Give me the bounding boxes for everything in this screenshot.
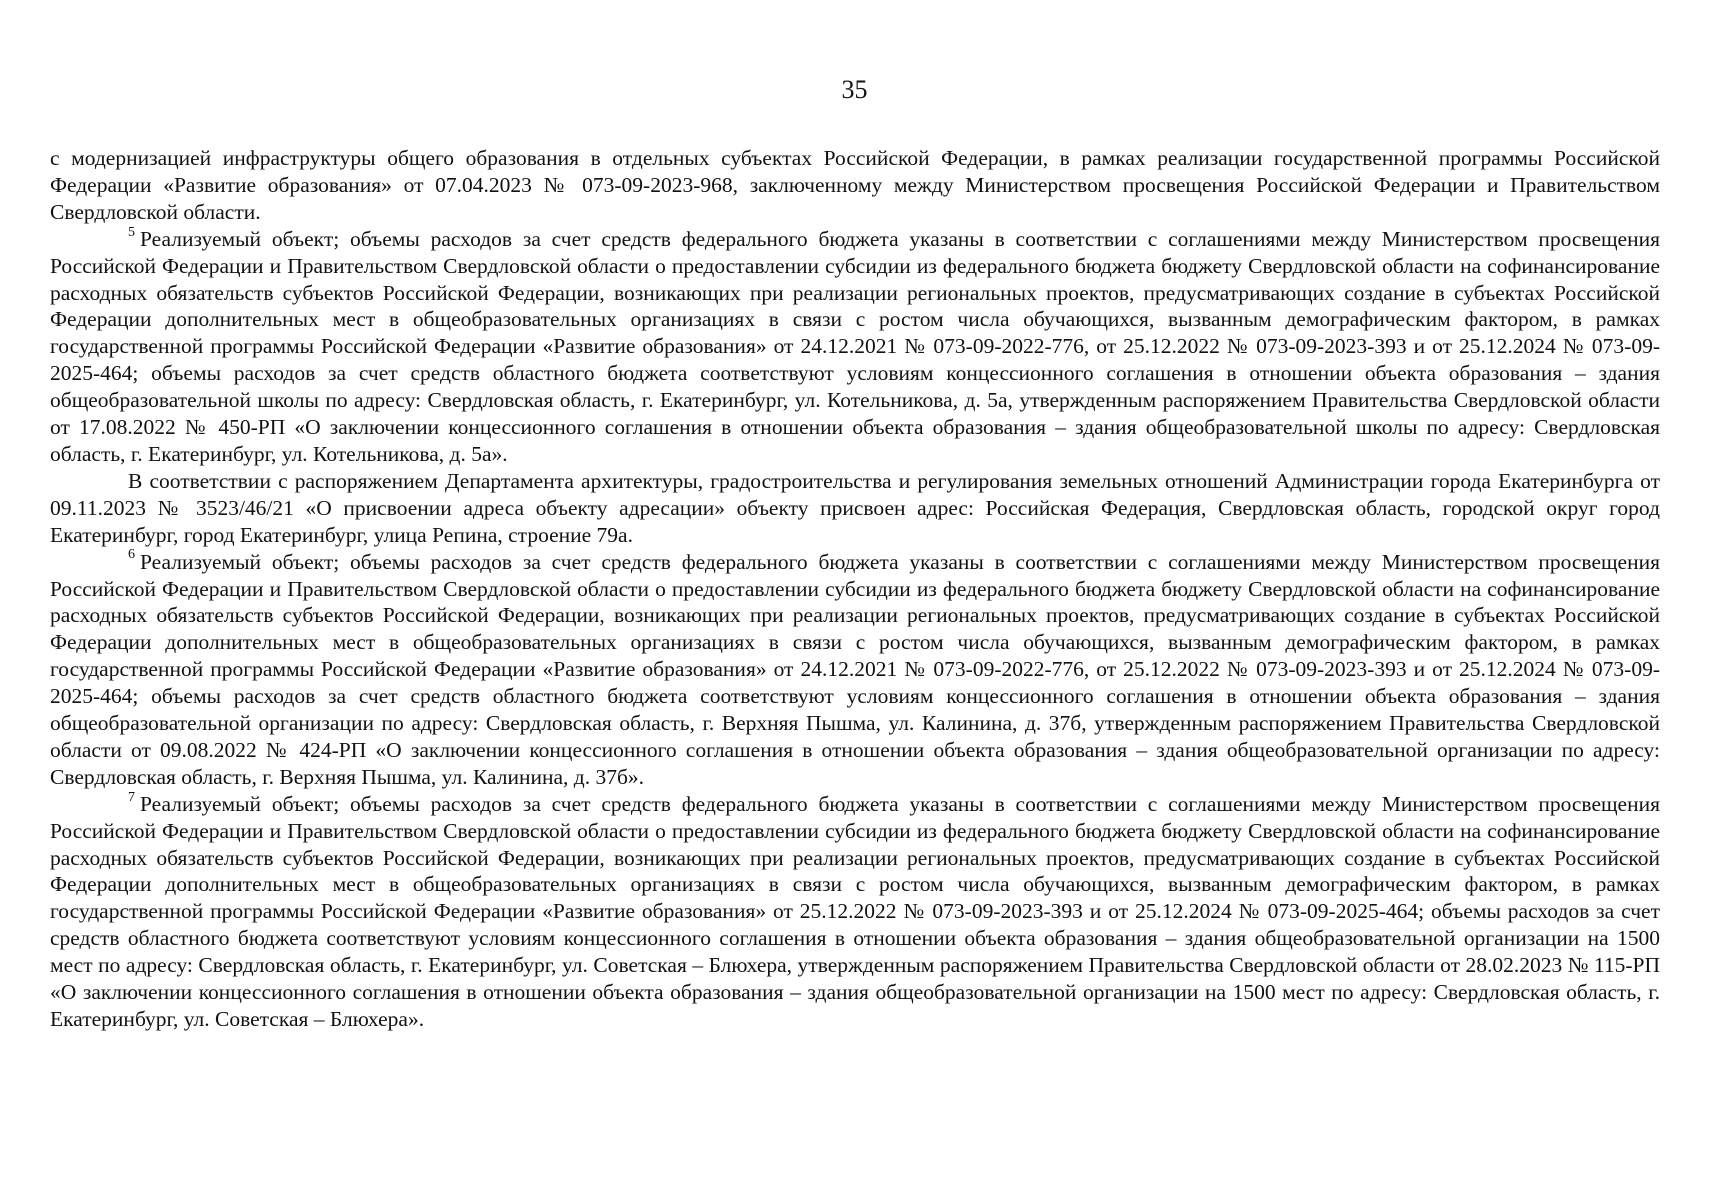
footnote-6 <box>50 549 1660 791</box>
footnote-7 <box>50 791 1660 1033</box>
footnote-text: Реализуемый объект; объемы расходов за счет средств федерального бюджета указаны в соответствии с соглашениями между Министерством просвещения Российской Федерации и Правительством Свердловской области о предоставлении субсидии из федерального бюджета бюджету Свердловской области на софинансирование расходных обязательств субъектов Российской Федерации, возникающих при реализации региональных проектов, предусматривающих создание в субъектах Российской Федерации дополнительных мест в общеобразовательных организациях в связи с ростом числа обучающихся, вызванным демографическим фактором, в рамках государственной программы Российской Федерации «Развитие образования» от 24.12.2021 № 073-09-2022-776, от 25.12.2022 № 073-09-2023-393 и от 25.12.2024 № 073-09-2025-464; объемы расходов за счет средств областного бюджета соответствуют условиям концессионного соглашения в отношении объекта образования – здания общеобразовательной организации по адресу: Свердловская область, г. Верхняя Пышма, ул. Калинина, д. 37б, утвержденным распоряжением Правительства Свердловской области от 09.08.2022 № 424-РП «О заключении концессионного соглашения в отношении объекта образования – здания общеобразовательной организации по адресу: Свердловская область, г. Верхняя Пышма, ул. Калинина, д. 37б». <box>50 549 1660 789</box>
address-note-paragraph <box>50 468 1660 549</box>
paragraph-continuation <box>50 145 1660 226</box>
paragraph-text: с модернизацией инфраструктуры общего образования в отдельных субъектах Российской Федерации, в рамках реализации государственной программы Российской Федерации «Развитие образования» от 07.04.2023 № 073-09-2023-968, заключенному между Министерством просвещения Российской Федерации и Правительством Свердловской области. <box>50 146 1660 224</box>
footnote-5 <box>50 226 1660 468</box>
paragraph-text: В соответствии с распоряжением Департамента архитектуры, градостроительства и регулирования земельных отношений Администрации города Екатеринбурга от 09.11.2023 № 3523/46/21 «О присвоении адреса объекту адресации» объекту присвоен адрес: Российская Федерация, Свердловская область, городской округ город Екатеринбург, город Екатеринбург, улица Репина, строение 79а. <box>50 468 1660 547</box>
footnote-marker: 7 <box>128 789 135 805</box>
footnote-marker: 5 <box>128 224 135 240</box>
document-body <box>50 145 1660 1033</box>
footnote-marker: 6 <box>128 547 135 563</box>
page-number: 35 <box>841 75 868 104</box>
footnote-text: Реализуемый объект; объемы расходов за счет средств федерального бюджета указаны в соответствии с соглашениями между Министерством просвещения Российской Федерации и Правительством Свердловской области о предоставлении субсидии из федерального бюджета бюджету Свердловской области на софинансирование расходных обязательств субъектов Российской Федерации, возникающих при реализации региональных проектов, предусматривающих создание в субъектах Российской Федерации дополнительных мест в общеобразовательных организациях в связи с ростом числа обучающихся, вызванным демографическим фактором, в рамках государственной программы Российской Федерации «Развитие образования» от 24.12.2021 № 073-09-2022-776, от 25.12.2022 № 073-09-2023-393 и от 25.12.2024 № 073-09-2025-464; объемы расходов за счет средств областного бюджета соответствуют условиям концессионного соглашения в отношении объекта образования – здания общеобразовательной школы по адресу: Свердловская область, г. Екатеринбург, ул. Котельникова, д. 5а, утвержденным распоряжением Правительства Свердловской области от 17.08.2022 № 450-РП «О заключении концессионного соглашения в отношении объекта образования – здания общеобразовательной школы по адресу: Свердловская область, г. Екатеринбург, ул. Котельникова, д. 5а». <box>50 226 1660 466</box>
footnote-text: Реализуемый объект; объемы расходов за счет средств федерального бюджета указаны в соответствии с соглашениями между Министерством просвещения Российской Федерации и Правительством Свердловской области о предоставлении субсидии из федерального бюджета бюджету Свердловской области на софинансирование расходных обязательств субъектов Российской Федерации, возникающих при реализации региональных проектов, предусматривающих создание в субъектах Российской Федерации дополнительных мест в общеобразовательных организациях в связи с ростом числа обучающихся, вызванным демографическим фактором, в рамках государственной программы Российской Федерации «Развитие образования» от 25.12.2022 № 073-09-2023-393 и от 25.12.2024 № 073-09-2025-464; объемы расходов за счет средств областного бюджета соответствуют условиям концессионного соглашения в отношении объекта образования – здания общеобразовательной организации на 1500 мест по адресу: Свердловская область, г. Екатеринбург, ул. Советская – Блюхера, утвержденным распоряжением Правительства Свердловской области от 28.02.2023 № 115-РП «О заключении концессионного соглашения в отношении объекта образования – здания общеобразовательной организации на 1500 мест по адресу: Свердловская область, г. Екатеринбург, ул. Советская – Блюхера». <box>50 791 1660 1031</box>
